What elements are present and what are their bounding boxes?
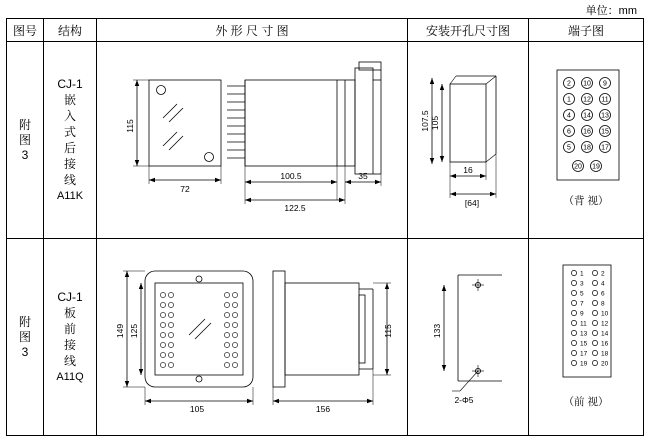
svg-text:15: 15 bbox=[580, 340, 588, 348]
dim-149: 149 bbox=[115, 323, 125, 339]
svg-text:10: 10 bbox=[583, 80, 591, 88]
svg-text:1: 1 bbox=[567, 96, 571, 104]
terminal-view-label-1: （背 视） bbox=[563, 195, 609, 207]
svg-text:17: 17 bbox=[580, 350, 588, 358]
terminal-diagram-cell-2 bbox=[529, 239, 644, 436]
table-row bbox=[7, 239, 644, 436]
dim-16: 16 bbox=[463, 165, 473, 175]
terminal-view-label-2: （前 视） bbox=[563, 396, 609, 408]
svg-text:18: 18 bbox=[583, 144, 591, 152]
svg-text:14: 14 bbox=[601, 330, 609, 338]
svg-text:15: 15 bbox=[601, 128, 609, 136]
svg-text:16: 16 bbox=[583, 128, 591, 136]
svg-text:5: 5 bbox=[580, 290, 584, 298]
svg-text:13: 13 bbox=[580, 330, 588, 338]
svg-text:3: 3 bbox=[580, 280, 584, 288]
dim-156: 156 bbox=[315, 404, 331, 414]
dim-35: 35 bbox=[358, 171, 368, 181]
header-outline-dimensions: 外 形 尺 寸 图 bbox=[97, 19, 408, 42]
dim-105: 105 bbox=[430, 115, 440, 131]
structure-code-2: A11Q bbox=[56, 371, 84, 383]
terminal-diagram-2 bbox=[529, 239, 643, 435]
outline-drawing-cell-2 bbox=[97, 239, 408, 436]
svg-text:12: 12 bbox=[583, 96, 591, 104]
outline-drawing-cell-1 bbox=[97, 42, 408, 239]
svg-text:12: 12 bbox=[601, 320, 609, 328]
svg-text:6: 6 bbox=[601, 290, 605, 298]
terminal-diagram-1 bbox=[529, 42, 643, 238]
structure-cell-2 bbox=[44, 239, 97, 436]
svg-text:6: 6 bbox=[567, 128, 571, 136]
dim-2-phi5: 2-Φ5 bbox=[454, 395, 474, 405]
dim-64: [64] bbox=[464, 198, 480, 208]
svg-text:11: 11 bbox=[580, 320, 587, 328]
svg-text:16: 16 bbox=[601, 340, 609, 348]
header-fig-no: 图号 bbox=[7, 19, 44, 42]
svg-text:2: 2 bbox=[567, 80, 571, 88]
svg-text:10: 10 bbox=[601, 310, 609, 318]
table-row bbox=[7, 42, 644, 239]
fig-no-cell-2 bbox=[7, 239, 44, 436]
dim-107-5: 107.5 bbox=[420, 110, 430, 132]
mounting-cutout-drawing-1 bbox=[408, 42, 528, 238]
dim-115: 115 bbox=[125, 119, 135, 133]
fig-no-cell-1 bbox=[7, 42, 44, 239]
table-header-row bbox=[7, 19, 644, 42]
dim-115-2: 115 bbox=[383, 324, 393, 338]
svg-text:14: 14 bbox=[583, 112, 591, 120]
dim-122-5: 122.5 bbox=[284, 203, 306, 213]
svg-text:9: 9 bbox=[580, 310, 584, 318]
terminal-diagram-cell-1 bbox=[529, 42, 644, 239]
dim-125: 125 bbox=[129, 323, 139, 339]
svg-text:17: 17 bbox=[601, 144, 609, 152]
svg-text:19: 19 bbox=[580, 360, 588, 368]
svg-text:18: 18 bbox=[601, 350, 609, 358]
fig-no-label-1: 附 图 3 bbox=[18, 117, 31, 162]
outline-drawing-1 bbox=[97, 42, 407, 238]
dim-72: 72 bbox=[180, 184, 190, 194]
svg-text:19: 19 bbox=[592, 163, 600, 171]
svg-text:4: 4 bbox=[567, 112, 571, 120]
svg-text:2: 2 bbox=[601, 270, 605, 278]
svg-text:7: 7 bbox=[580, 300, 584, 308]
fig-no-label-2: 附 图 3 bbox=[18, 314, 31, 359]
svg-text:8: 8 bbox=[601, 300, 605, 308]
svg-text:13: 13 bbox=[601, 112, 609, 120]
header-mounting-cutout: 安装开孔尺寸图 bbox=[408, 19, 529, 42]
dim-105-2: 105 bbox=[189, 404, 205, 414]
structure-label-2: CJ-1 板 前 接 线 A11Q bbox=[44, 289, 96, 385]
svg-text:4: 4 bbox=[601, 280, 605, 288]
structure-cell-1 bbox=[44, 42, 97, 239]
dimension-table bbox=[6, 18, 644, 436]
header-structure: 结构 bbox=[44, 19, 97, 42]
mounting-cutout-drawing-2 bbox=[408, 239, 528, 435]
structure-label-1: CJ-1 嵌 入 式 后 接 线 A11K bbox=[44, 76, 96, 204]
mounting-cutout-cell-2 bbox=[408, 239, 529, 436]
dim-133: 133 bbox=[432, 323, 442, 339]
svg-text:1: 1 bbox=[580, 270, 584, 278]
outline-drawing-2 bbox=[97, 239, 407, 435]
svg-text:9: 9 bbox=[603, 80, 607, 88]
structure-code-1: A11K bbox=[56, 190, 84, 202]
svg-text:20: 20 bbox=[601, 360, 609, 368]
svg-text:5: 5 bbox=[567, 144, 571, 152]
header-terminal-diagram: 端子图 bbox=[529, 19, 644, 42]
dim-100-5: 100.5 bbox=[280, 171, 302, 181]
svg-text:11: 11 bbox=[601, 96, 609, 104]
svg-text:20: 20 bbox=[574, 163, 582, 171]
mounting-cutout-cell-1 bbox=[408, 42, 529, 239]
unit-note: 单位：mm bbox=[585, 5, 637, 17]
